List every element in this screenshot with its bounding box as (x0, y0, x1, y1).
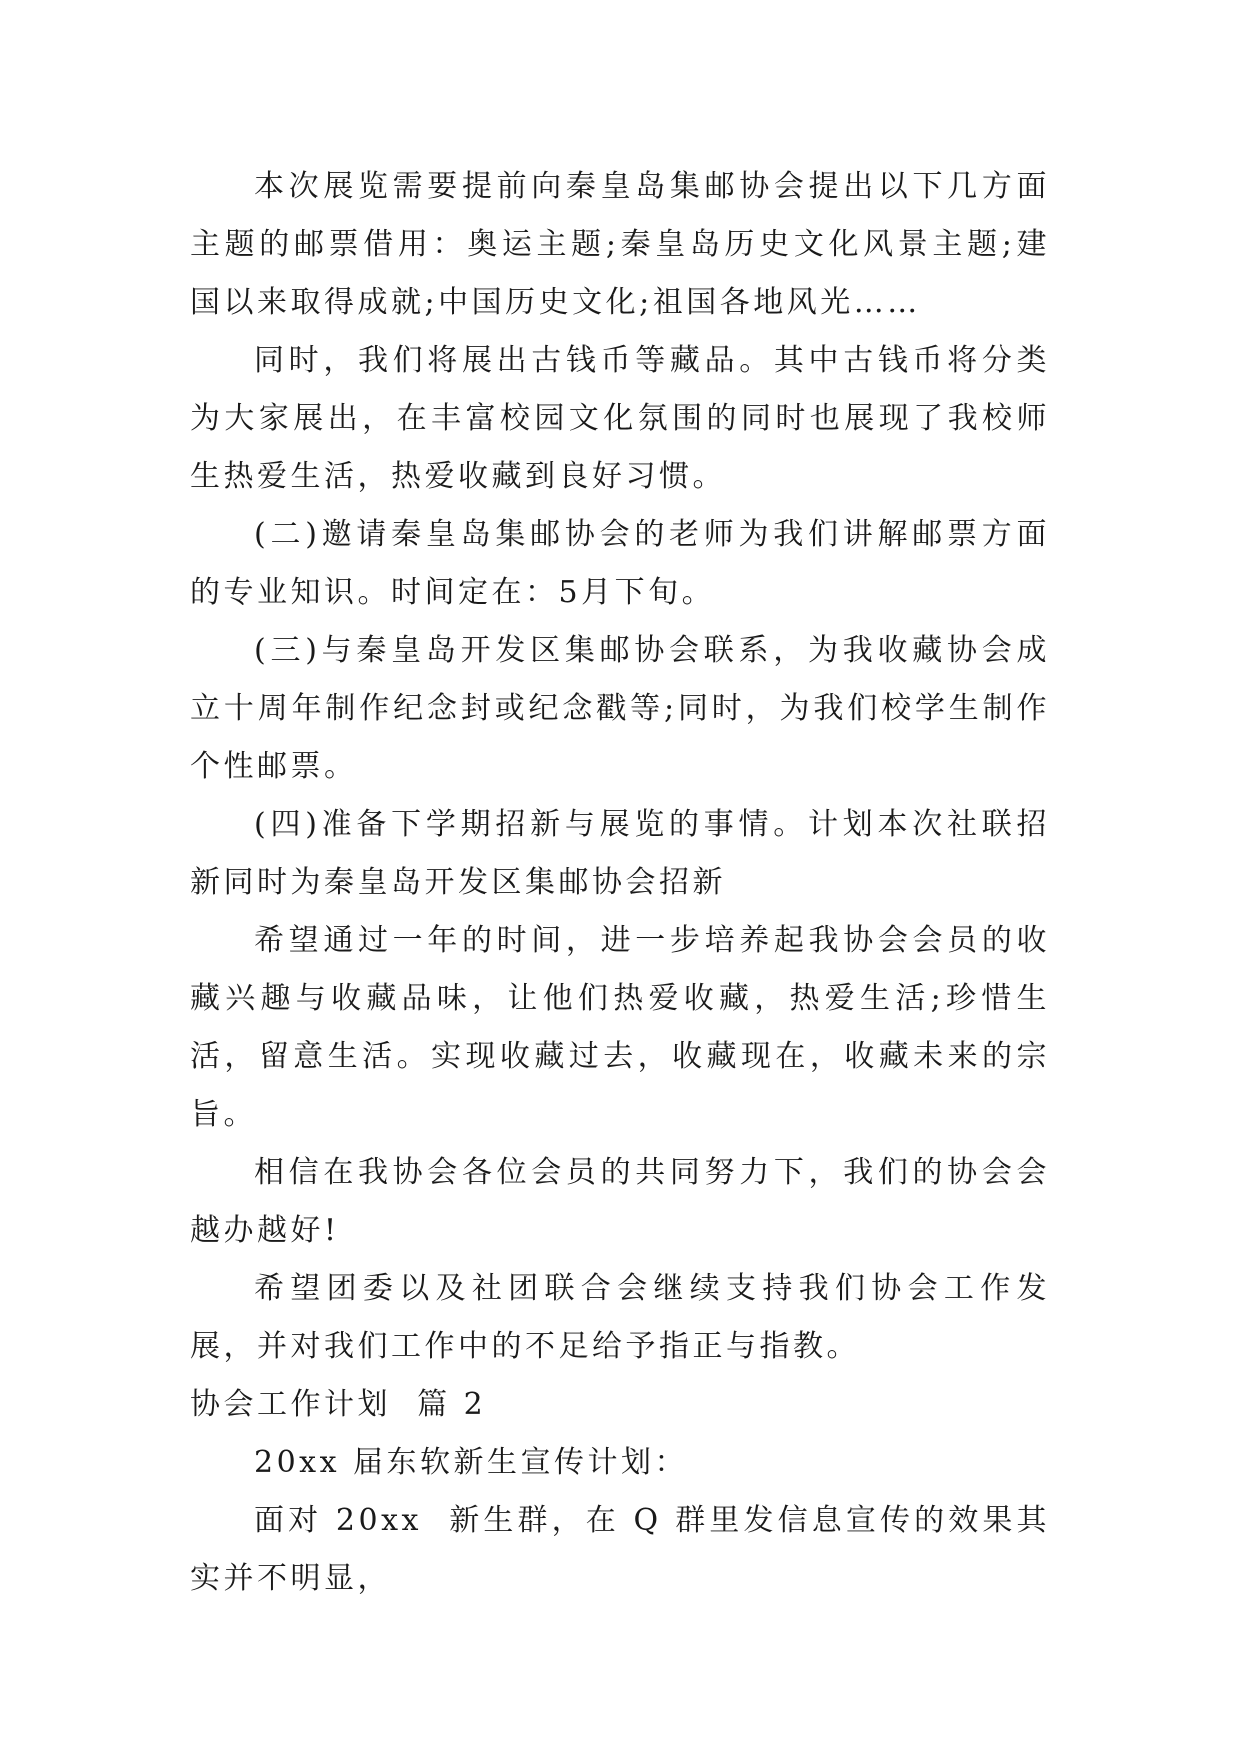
paragraph-hope-support: 希望团委以及社团联合会继续支持我们协会工作发展，并对我们工作中的不足给予指正与指教。 (190, 1271, 1050, 1364)
document-body (190, 158, 1050, 1608)
paragraph-publicity-plan-body: 面对 20xx 新生群，在 Q 群里发信息宣传的效果其实并不明显， (190, 1503, 1050, 1596)
paragraph-stamp-borrowing: 本次展览需要提前向秦皇岛集邮协会提出以下几方面主题的邮票借用：奥运主题;秦皇岛历史文化风景主题;建国以来取得成就;中国历史文化;祖国各地风光…… (190, 169, 1050, 320)
paragraph-coin-exhibit: 同时，我们将展出古钱币等藏品。其中古钱币将分类为大家展出，在丰富校园文化氛围的同时也展现了我校师生热爱生活，热爱收藏到良好习惯。 (190, 343, 1050, 494)
paragraph-hope-cultivate: 希望通过一年的时间，进一步培养起我协会会员的收藏兴趣与收藏品味，让他们热爱收藏，热爱生活;珍惜生活，留意生活。实现收藏过去，收藏现在，收藏未来的宗旨。 (190, 923, 1050, 1132)
section-heading: 协会工作计划 篇 2 (190, 1387, 487, 1422)
paragraph-item-two: (二)邀请秦皇岛集邮协会的老师为我们讲解邮票方面的专业知识。时间定在：5月下旬。 (190, 517, 1050, 610)
paragraph-believe: 相信在我协会各位会员的共同努力下，我们的协会会越办越好! (190, 1155, 1050, 1248)
paragraph-item-three: (三)与秦皇岛开发区集邮协会联系，为我收藏协会成立十周年制作纪念封或纪念戳等;同时，为我们校学生制作个性邮票。 (190, 633, 1050, 784)
paragraph-publicity-plan-title: 20xx 届东软新生宣传计划： (254, 1445, 689, 1480)
paragraph-item-four: (四)准备下学期招新与展览的事情。计划本次社联招新同时为秦皇岛开发区集邮协会招新 (190, 807, 1050, 900)
